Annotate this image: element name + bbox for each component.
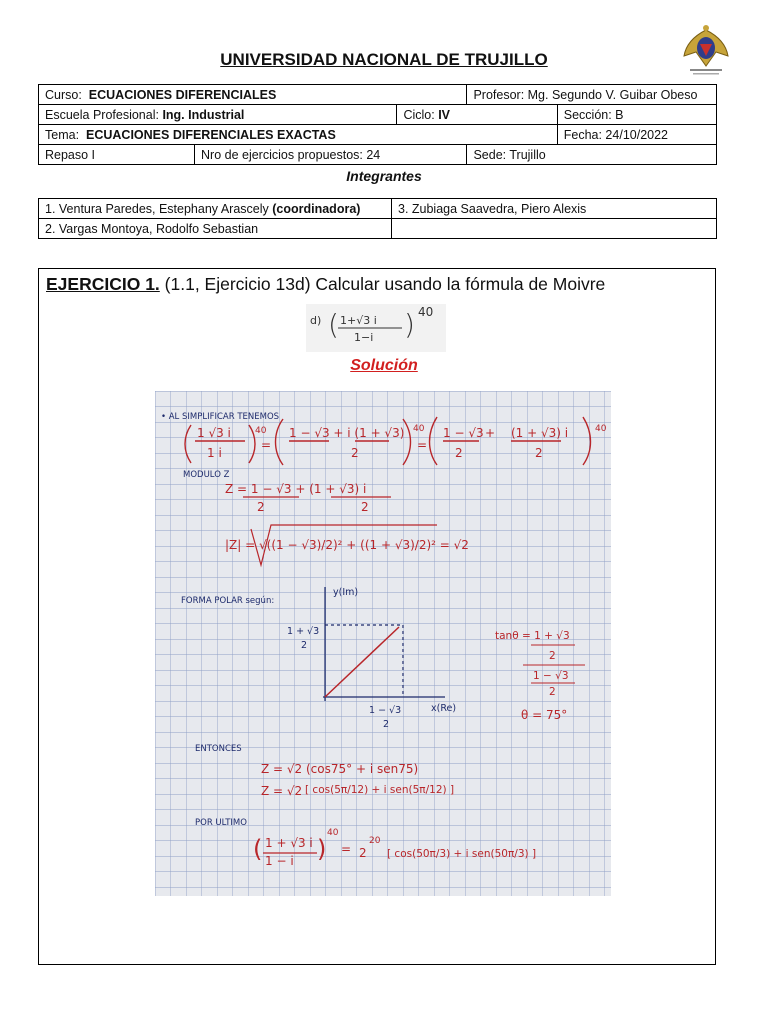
line-simplificar: • AL SIMPLIFICAR TENEMOS (161, 412, 280, 422)
svg-text:40: 40 (255, 426, 267, 436)
svg-text:(: ( (328, 308, 339, 341)
svg-text:40: 40 (595, 424, 607, 434)
member-3: 3. Zubiaga Saavedra, Piero Alexis (392, 199, 717, 219)
svg-text:|Z| = √((1 − √3)/2)² + ((1 + √: |Z| = √((1 − √3)/2)² + ((1 + √3)/2)² = √2 (225, 538, 469, 552)
z-polar-1: Z = √2 (cos75° + i sen75) (261, 762, 419, 776)
svg-text:[ cos(5π/12) + i sen(5π/12) ]: [ cos(5π/12) + i sen(5π/12) ] (305, 784, 455, 796)
svg-text:1 − i: 1 − i (265, 854, 294, 868)
university-logo (676, 22, 736, 80)
y-tick-den: 2 (301, 640, 308, 651)
result-pow: 2 (359, 846, 367, 860)
svg-text:=: = (417, 438, 428, 452)
solution-label: Solución (350, 357, 418, 374)
member-2: 2. Vargas Montoya, Rodolfo Sebastian (39, 219, 392, 239)
page-title: UNIVERSIDAD NACIONAL DE TRUJILLO (220, 50, 548, 69)
exercise-title: EJERCICIO 1. (1.1, Ejercicio 13d) Calcular usando la fórmula de Moivre (46, 274, 606, 294)
svg-text:1 √3 i: 1 √3 i (197, 426, 231, 440)
result-pow-exp: 20 (369, 836, 381, 846)
svg-text:2: 2 (549, 686, 556, 698)
course-info-table (38, 84, 717, 165)
member-empty (392, 219, 717, 239)
svg-text:[ cos(50π/3) + i sen(50π/3) ]: [ cos(50π/3) + i sen(50π/3) ] (387, 848, 537, 860)
ejercicios-cell: Nro de ejercicios propuestos: 24 (195, 145, 467, 165)
svg-text:1 − √3: 1 − √3 (443, 426, 484, 440)
theta-value: θ = 75° (521, 708, 568, 722)
handwritten-solution-photo (155, 391, 611, 896)
svg-text:+: + (485, 426, 496, 440)
seccion-cell: Sección: B (557, 105, 716, 125)
svg-text:2: 2 (361, 500, 369, 514)
integrantes-heading: Integrantes (346, 168, 422, 184)
svg-text:1 i: 1 i (207, 446, 222, 460)
svg-text:2: 2 (257, 500, 265, 514)
tan-label: tanθ = 1 + √3 (495, 630, 570, 642)
svg-text:1+√3 i: 1+√3 i (340, 314, 377, 327)
svg-text:): ) (317, 835, 327, 863)
sede-cell: Sede: Trujillo (467, 145, 717, 165)
svg-text:): ) (404, 308, 415, 341)
svg-text:1 − √3 + i (1 + √3): 1 − √3 + i (1 + √3) (289, 426, 405, 440)
svg-text:2: 2 (455, 446, 463, 460)
svg-text:=: = (341, 842, 352, 856)
svg-text:40: 40 (413, 424, 425, 434)
forma-polar-label: FORMA POLAR según: (181, 596, 275, 606)
tan-den-num: 1 − √3 (533, 670, 569, 682)
svg-text:=: = (261, 438, 272, 452)
repaso-cell: Repaso I (39, 145, 195, 165)
escuela-cell: Escuela Profesional: Ing. Industrial (39, 105, 397, 125)
ciclo-cell: Ciclo: IV (397, 105, 557, 125)
curso-cell: Curso: ECUACIONES DIFERENCIALES (39, 85, 467, 105)
result-exp: 40 (327, 828, 339, 838)
svg-text:2: 2 (351, 446, 359, 460)
formula-image (306, 304, 446, 352)
modulo-label: MODULO Z (183, 470, 230, 480)
entonces-label: ENTONCES (195, 744, 242, 754)
member-1: 1. Ventura Paredes, Estephany Arascely (coordinadora) (39, 199, 392, 219)
tema-cell: Tema: ECUACIONES DIFERENCIALES EXACTAS (39, 125, 558, 145)
x-tick-den: 2 (383, 719, 390, 730)
svg-text:(1 + √3) i: (1 + √3) i (511, 426, 569, 440)
svg-text:1−i: 1−i (354, 331, 374, 344)
members-table (38, 198, 717, 239)
y-tick-label: 1 + √3 (287, 626, 320, 637)
svg-text:2: 2 (535, 446, 543, 460)
x-tick-label: 1 − √3 (369, 705, 402, 716)
svg-text:Z = 1 − √3 + (1 + √3) i: Z = 1 − √3 + (1 + √3) i (225, 482, 367, 496)
fecha-cell: Fecha: 24/10/2022 (557, 125, 716, 145)
z-polar-2: Z = √2 (261, 784, 303, 798)
y-axis-label: y(Im) (333, 587, 359, 598)
svg-text:(: ( (253, 835, 263, 863)
x-axis-label: x(Re) (431, 703, 457, 714)
svg-text:2: 2 (549, 650, 556, 662)
svg-text:1 + √3 i: 1 + √3 i (265, 836, 313, 850)
por-ultimo-label: POR ULTIMO (195, 818, 247, 828)
svg-text:40: 40 (418, 305, 434, 319)
profesor-cell: Profesor: Mg. Segundo V. Guibar Obeso (467, 85, 717, 105)
svg-text:d): d) (310, 314, 322, 327)
